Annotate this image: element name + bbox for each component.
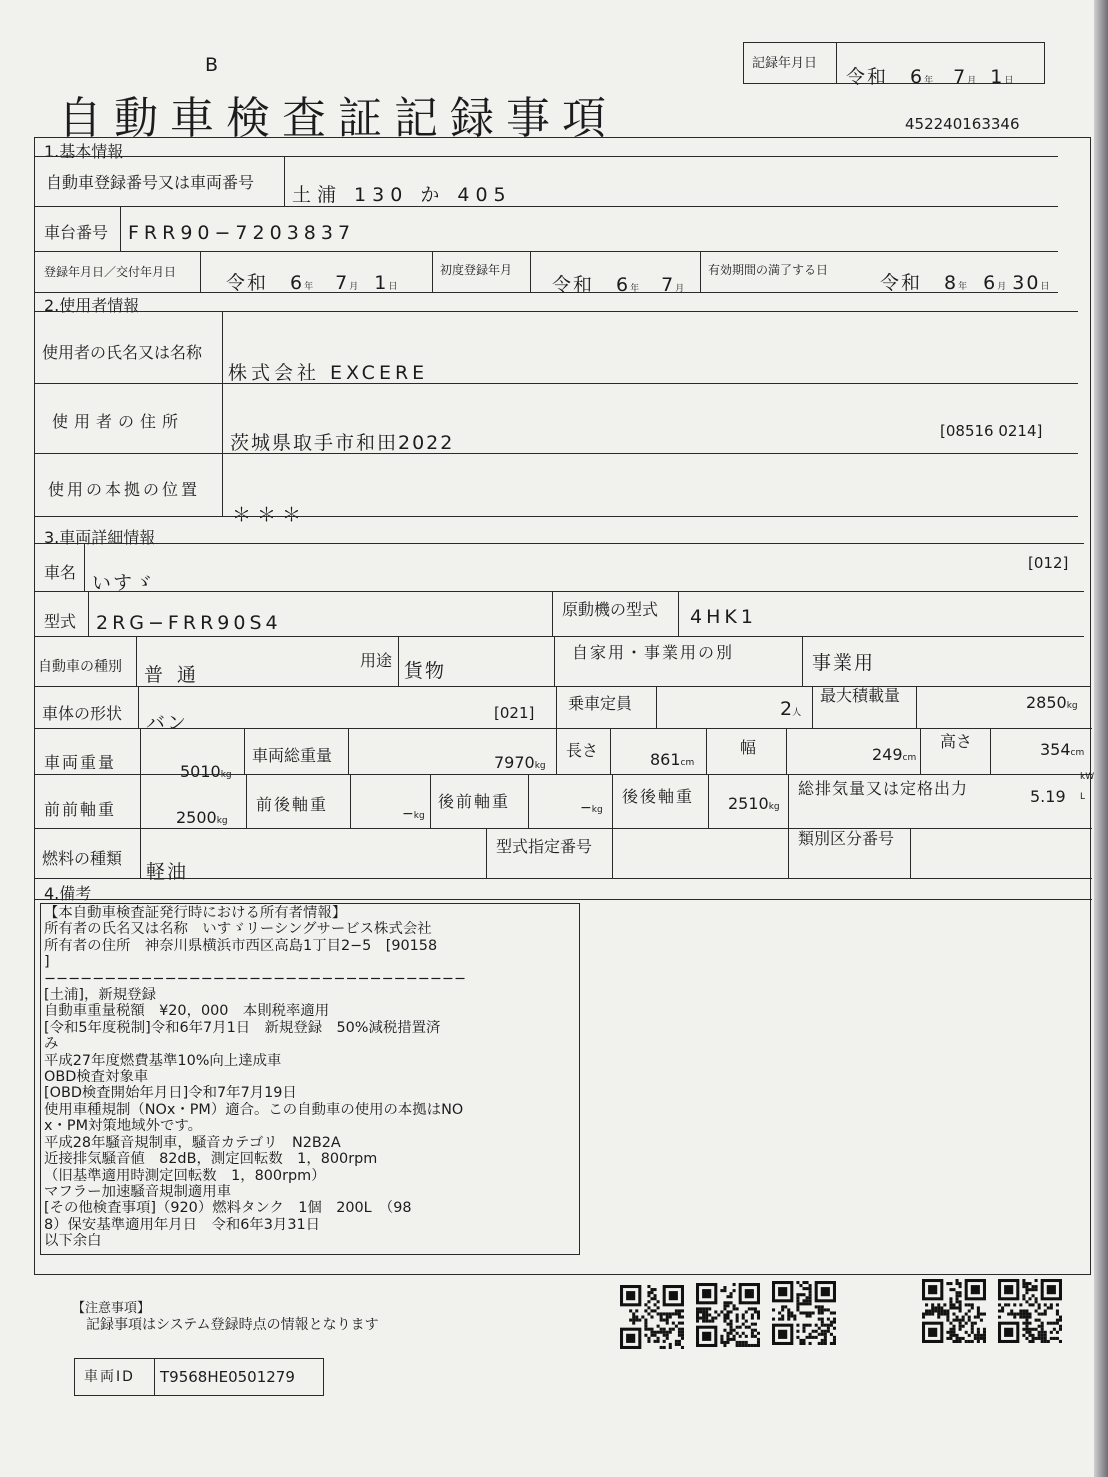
vehicle-weight-label: 車両重量: [44, 753, 117, 772]
height-label: 高さ: [940, 732, 973, 751]
displacement-label: 総排気量又は定格出力: [798, 779, 969, 798]
first-registration-label: 初度登録年月: [440, 263, 513, 277]
remark-line: [OBD検査開始年月日]令和7年7月19日: [44, 1085, 297, 1102]
user-address-value: 茨城県取手市和田2022: [230, 432, 455, 454]
remark-line: [その他検査事項]（920）燃料タンク 1個 200L （98: [44, 1200, 412, 1217]
fuel-type-label: 燃料の種類: [42, 849, 123, 868]
vehicle-type-label: 自動車の種別: [38, 659, 122, 675]
base-location-label: 使用の本拠の位置: [48, 480, 201, 499]
section-user-info: 2.使用者情報: [44, 296, 140, 315]
remark-line: −−−−−−−−−−−−−−−−−−−−−−−−−−−−−−−−−−−: [44, 970, 467, 987]
remark-line: 近接排気騒音値 82dB，測定回転数 1，800rpm: [44, 1151, 378, 1168]
height-value: 354cm: [1040, 740, 1085, 759]
body-shape-label: 車体の形状: [42, 704, 123, 723]
remark-line: 所有者の住所 神奈川県横浜市西区高島1丁目2−5 [90158: [44, 937, 438, 954]
rear-front-axle-label: 後前軸重: [438, 792, 511, 811]
width-value: 249cm: [872, 745, 917, 764]
capacity-label: 乗車定員: [568, 694, 633, 713]
rear-front-axle-value: −kg: [580, 800, 603, 816]
engine-model-value: 4HK1: [690, 606, 757, 628]
model-value: 2RG−FRR90S4: [96, 612, 282, 634]
remark-line: 【本自動車検査証発行時における所有者情報】: [44, 905, 347, 921]
qr-code-icon: [772, 1281, 836, 1345]
address-code: [08516 0214]: [940, 422, 1043, 440]
max-load-value: 2850kg: [1026, 693, 1078, 712]
notes-heading: 【注意事項】: [72, 1301, 151, 1316]
body-shape-value: バン: [146, 712, 189, 734]
remarks-text: [44, 905, 578, 1250]
expiry-date-value: 令和 8年 6月 30日: [880, 272, 1050, 294]
form-variant-mark: B: [205, 54, 219, 76]
registration-date-label: 登録年月日／交付年月日: [44, 265, 177, 279]
car-name-code: [012]: [1028, 554, 1069, 572]
base-location-value: ＊＊＊: [232, 504, 308, 526]
front-front-axle-value: 2500kg: [176, 808, 228, 827]
remark-line: 自動車重量税額 ¥20，000 本則税率適用: [44, 1003, 330, 1020]
engine-model-label: 原動機の型式: [562, 600, 659, 619]
model-label: 型式: [44, 612, 77, 631]
remark-line: OBD検査対象車: [44, 1069, 149, 1086]
displacement-value: 5.19: [1030, 787, 1066, 806]
fuel-type-value: 軽油: [146, 861, 189, 883]
document-title: 自動車検査証記録事項: [58, 93, 618, 144]
remark-line: マフラー加速騒音規制適用車: [44, 1183, 232, 1200]
vehicle-type-value: 普通: [144, 664, 211, 686]
expiry-date-label: 有効期間の満了する日: [708, 263, 829, 277]
remark-line: み: [44, 1036, 59, 1053]
body-shape-code: [021]: [494, 704, 535, 722]
section-basic-info: 1.基本情報: [44, 142, 124, 161]
front-rear-axle-value: −kg: [402, 806, 425, 822]
private-business-label: 自家用・事業用の別: [572, 643, 735, 662]
gross-weight-label: 車両総重量: [252, 746, 333, 765]
section-vehicle-details: 3.車両詳細情報: [44, 528, 156, 547]
qr-code-icon: [620, 1285, 684, 1349]
paper-edge-shadow: [1094, 0, 1108, 1477]
remark-line: 平成27年度燃費基準10%向上達成車: [44, 1052, 282, 1069]
remark-line: 所有者の氏名又は名称 いすゞリーシングサービス株式会社: [44, 921, 432, 938]
front-front-axle-label: 前前軸重: [44, 800, 117, 819]
type-designation-label: 型式指定番号: [496, 837, 593, 856]
vehicle-id-value: T9568HE0501279: [160, 1368, 295, 1386]
usage-value: 貨物: [404, 660, 447, 682]
user-name-label: 使用者の氏名又は名称: [42, 343, 203, 362]
document-number: 452240163346: [905, 115, 1020, 133]
registration-number-value: 土浦 130 か 405: [292, 184, 512, 206]
remark-line: x・PM対策地域外です。: [44, 1118, 202, 1135]
user-address-label: 使用者の住所: [52, 412, 185, 431]
max-load-label: 最大積載量: [820, 686, 901, 705]
registration-number-label: 自動車登録番号又は車両番号: [46, 173, 255, 192]
remark-line: 平成28年騒音規制車，騒音カテゴリ N2B2A: [44, 1134, 341, 1151]
remark-line: [土浦]，新規登録: [44, 987, 156, 1004]
record-date-label: 記録年月日: [752, 56, 818, 71]
record-date-value: 令和 6年 7月 1日: [846, 66, 1014, 88]
user-name-value: 株式会社 EXCERE: [228, 362, 429, 384]
width-label: 幅: [740, 738, 757, 757]
qr-code-icon: [696, 1283, 760, 1347]
remark-line: 8）保安基準適用年月日 令和6年3月31日: [44, 1216, 321, 1233]
remark-line: 使用車種規制（NOx・PM）適合。この自動車の使用の本拠はNO: [44, 1101, 464, 1118]
capacity-value: 2人: [780, 698, 802, 720]
usage-label: 用途: [360, 651, 393, 670]
qr-code-icon: [998, 1279, 1062, 1343]
gross-weight-value: 7970kg: [494, 753, 546, 772]
remark-line: [令和5年度税制]令和6年7月1日 新規登録 50%減税措置済: [44, 1019, 441, 1036]
remark-line: ]: [44, 954, 50, 971]
vehicle-weight-value: 5010kg: [180, 762, 232, 781]
displacement-units: kW L: [1080, 772, 1095, 802]
rear-rear-axle-value: 2510kg: [728, 794, 780, 813]
length-label: 長さ: [566, 741, 599, 760]
first-registration-value: 令和 6年 7月: [552, 274, 685, 296]
section-remarks: 4.備考: [44, 884, 92, 903]
car-name-value: いすゞ: [92, 572, 156, 594]
length-value: 861cm: [650, 750, 695, 769]
car-name-label: 車名: [44, 563, 77, 582]
chassis-number-label: 車台番号: [44, 223, 109, 242]
notes-text: 記録事項はシステム登録時点の情報となります: [86, 1317, 379, 1333]
rear-rear-axle-label: 後後軸重: [622, 787, 695, 806]
front-rear-axle-label: 前後軸重: [256, 795, 329, 814]
remark-line: 以下余白: [44, 1233, 102, 1250]
remark-line: （旧基準適用時測定回転数 1，800rpm）: [44, 1167, 326, 1184]
private-business-value: 事業用: [812, 652, 876, 674]
qr-code-icon: [922, 1279, 986, 1343]
chassis-number-value: FRR90−7203837: [128, 222, 356, 244]
vehicle-id-label: 車両ID: [84, 1369, 135, 1385]
category-number-label: 類別区分番号: [798, 829, 895, 848]
registration-date-value: 令和 6年 7月 1日: [226, 272, 398, 294]
